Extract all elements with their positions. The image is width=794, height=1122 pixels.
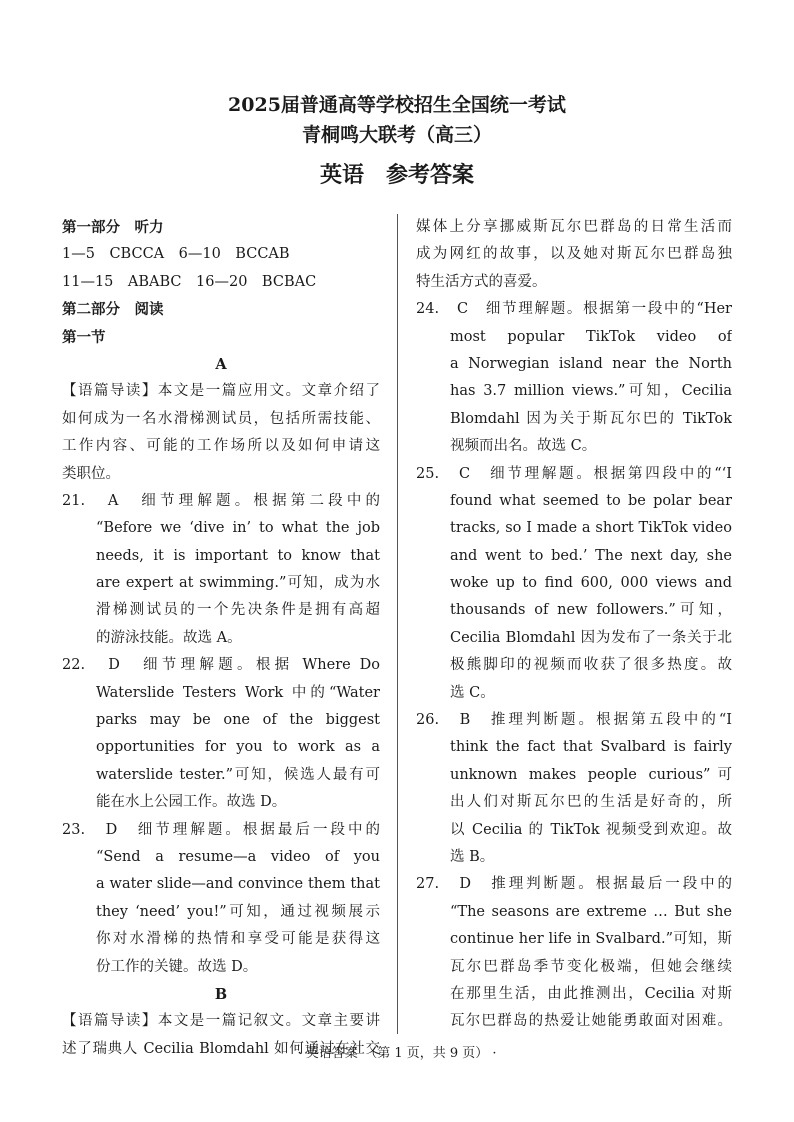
text-line: 以 Cecilia 的 TikTok 视频受到欢迎。故 — [450, 821, 732, 838]
text-line: 的游泳技能。故选 A。 — [96, 629, 242, 646]
passage-b-guide-continued — [416, 214, 732, 296]
text-line: and went to bed.’ The next day, she — [450, 547, 732, 564]
answer-25 — [416, 461, 732, 708]
text-line: 选 B。 — [450, 848, 495, 865]
text-line: Cecilia Blomdahl 因为发布了一条关于北 — [450, 629, 732, 646]
column-divider — [397, 214, 398, 1034]
text-line: 21. A 细节理解题。根据第二段中的 — [62, 492, 380, 509]
part1-heading: 第一部分 听力 — [62, 219, 164, 236]
listening-answers-1: 1—5 CBCCA 6—10 BCCAB — [62, 246, 290, 263]
answer-21 — [62, 488, 380, 652]
text-line: 22. D 细节理解题。根据 Where Do — [62, 657, 380, 674]
text-line: 瓦尔巴群岛的热爱让她能勇敢面对困难。 — [450, 1013, 732, 1030]
text-line: 成为网红的故事，以及她对斯瓦尔巴群岛独 — [416, 246, 732, 263]
text-line: found what seemed to be polar bear — [450, 492, 732, 509]
listening-answers-2: 11—15 ABABC 16—20 BCBAC — [62, 273, 317, 290]
text-line: 极熊脚印的视频而收获了很多热度。故 — [450, 657, 732, 674]
text-line: 份工作的关键。故选 D。 — [96, 958, 258, 975]
text-line: opportunities for you to work as a — [96, 739, 380, 756]
text-line: “The seasons are extreme … But she — [450, 903, 732, 920]
text-line: “Send a resume—a video of you — [96, 848, 380, 865]
text-line: 【语篇导读】本文是一篇记叙文。文章主要讲 — [62, 1013, 380, 1030]
text-line: 【语篇导读】本文是一篇应用文。文章介绍了 — [62, 383, 380, 400]
text-line: Waterslide Testers Work 中的“Water — [96, 684, 380, 701]
text-line: unknown makes people curious”可 — [450, 766, 732, 783]
text-line: 23. D 细节理解题。根据最后一段中的 — [62, 821, 380, 838]
text-line: waterslide tester.”可知，候选人最有可 — [96, 766, 380, 783]
part2-heading: 第二部分 阅读 — [62, 301, 164, 319]
text-line: 能在水上公园工作。故选 D。 — [96, 794, 287, 811]
text-line: most popular TikTok video of — [450, 328, 732, 345]
text-line: 瓦尔巴群岛季节变化极端，但她会继续 — [450, 958, 732, 975]
exam-title: 2025届普通高等学校招生全国统一考试 — [228, 94, 566, 116]
answer-27 — [416, 871, 732, 1035]
text-line: “Before we ‘dive in’ to what the job — [96, 520, 380, 537]
text-line: 出人们对斯瓦尔巴的生活是好奇的，所 — [450, 794, 732, 811]
text-line: are expert at swimming.”可知，成为水 — [96, 575, 380, 592]
page-footer: · 英语答案 （第 1 页，共 9 页） · — [297, 1046, 497, 1061]
text-line: 视频而出名。故选 C。 — [450, 438, 597, 455]
text-line: 述了瑞典人 Cecilia Blomdahl 如何通过在社交 — [62, 1040, 380, 1057]
text-line: a water slide—and convince them that — [96, 876, 380, 893]
answer-key-title: 英语 参考答案 — [319, 162, 474, 188]
text-line: thousands of new followers.”可知， — [450, 602, 732, 619]
text-line: 媒体上分享挪威斯瓦尔巴群岛的日常生活而 — [416, 219, 732, 235]
text-line: 在那里生活，由此推测出，Cecilia 对斯 — [450, 985, 732, 1002]
text-line: 你对水滑梯的热情和享受可能是获得这 — [96, 931, 380, 948]
text-line: has 3.7 million views.”可知，Cecilia — [450, 383, 732, 400]
text-line: 滑梯测试员的一个先决条件是拥有高超 — [96, 602, 380, 619]
text-line: 26. B 推理判断题。根据第五段中的“I — [416, 712, 732, 729]
left-column — [62, 214, 380, 1063]
text-line: 选 C。 — [450, 684, 495, 701]
text-line: 24. C 细节理解题。根据第一段中的“Her — [416, 301, 732, 318]
section1-heading: 第一节 — [62, 328, 106, 346]
text-line: 25. C 细节理解题。根据第四段中的“‘I — [416, 465, 732, 482]
text-line: a Norwegian island near the North — [450, 355, 732, 372]
text-line: think the fact that Svalbard is fairly — [450, 739, 732, 756]
text-line: they ‘need’ you!”可知，通过视频展示 — [96, 903, 380, 920]
text-line: parks may be one of the biggest — [96, 712, 380, 729]
text-line: continue her life in Svalbard.”可知，斯 — [450, 931, 732, 948]
text-line: 如何成为一名水滑梯测试员，包括所需技能、 — [62, 410, 380, 427]
answer-23 — [62, 817, 380, 981]
text-line: 27. D 推理判断题。根据最后一段中的 — [416, 876, 732, 893]
answer-26 — [416, 707, 732, 871]
text-line: Blomdahl 因为关于斯瓦尔巴的 TikTok — [450, 410, 732, 427]
text-line: 特生活方式的喜爱。 — [416, 273, 547, 290]
passage-b-label: B — [214, 985, 228, 1003]
right-column — [416, 214, 732, 1036]
text-line: 工作内容、可能的工作场所以及如何申请这 — [62, 438, 380, 455]
answer-24 — [416, 296, 732, 460]
text-line: needs, it is important to know that — [96, 547, 380, 564]
text-line: 类职位。 — [62, 465, 120, 482]
text-line: woke up to find 600, 000 views and — [450, 575, 732, 592]
answer-22 — [62, 652, 380, 816]
passage-a-label: A — [215, 355, 227, 373]
passage-a-guide — [62, 378, 380, 488]
exam-subtitle: 青桐鸣大联考（高三） — [301, 124, 492, 146]
text-line: tracks, so I made a short TikTok video — [450, 520, 732, 537]
